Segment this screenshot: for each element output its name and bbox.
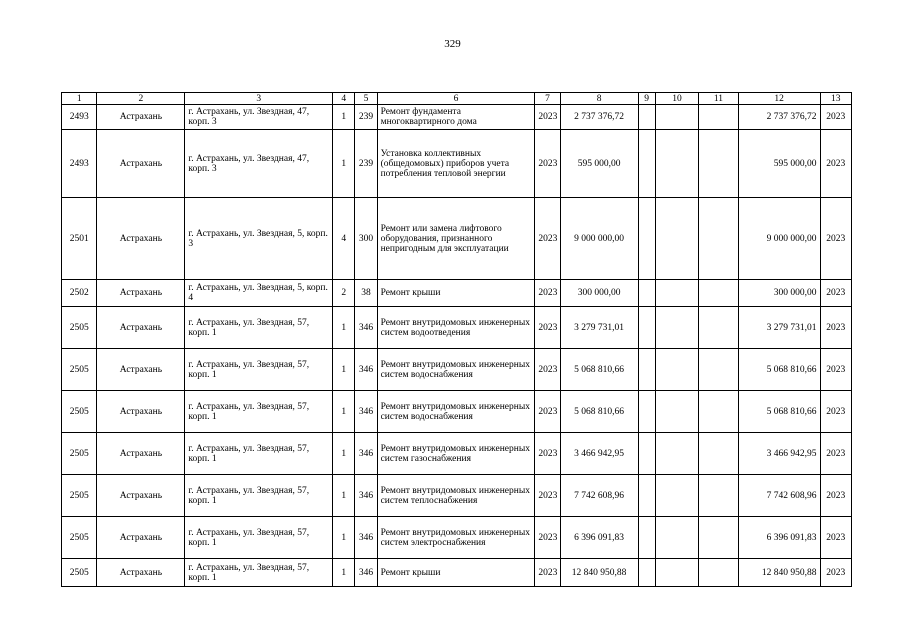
cell-col-10 [655, 280, 698, 307]
column-header: 13 [820, 93, 851, 105]
column-header: 3 [185, 93, 333, 105]
table-row [62, 198, 852, 280]
cell-record-number: 2505 [62, 307, 97, 349]
cell-city: Астрахань [97, 517, 185, 559]
cell-address: г. Астрахань, ул. Звездная, 5, корп. 4 [185, 280, 333, 307]
cell-col-13-year: 2023 [820, 475, 851, 517]
cell-address: г. Астрахань, ул. Звездная, 47, корп. 3 [185, 130, 333, 198]
cell-col-10 [655, 130, 698, 198]
cell-year: 2023 [535, 433, 560, 475]
cell-record-number: 2505 [62, 475, 97, 517]
cell-col-9 [638, 391, 655, 433]
cell-col-4: 1 [333, 105, 355, 130]
cell-record-number: 2505 [62, 349, 97, 391]
cell-col-5: 346 [355, 349, 377, 391]
cell-col-4: 1 [333, 559, 355, 587]
column-header: 5 [355, 93, 377, 105]
cell-city: Астрахань [97, 307, 185, 349]
cell-work-type: Ремонт внутридомовых инженерных систем водоснабжения [377, 349, 535, 391]
cell-record-number: 2493 [62, 130, 97, 198]
cell-col-11 [699, 280, 738, 307]
cell-col-10 [655, 105, 698, 130]
cell-total-amount: 2 737 376,72 [560, 105, 638, 130]
cell-col-12-amount: 12 840 950,88 [738, 559, 820, 587]
cell-col-9 [638, 105, 655, 130]
cell-col-9 [638, 198, 655, 280]
cell-col-12-amount: 3 466 942,95 [738, 433, 820, 475]
cell-col-11 [699, 475, 738, 517]
cell-col-4: 1 [333, 307, 355, 349]
column-header: 6 [377, 93, 535, 105]
cell-city: Астрахань [97, 391, 185, 433]
cell-address: г. Астрахань, ул. Звездная, 47, корп. 3 [185, 105, 333, 130]
cell-col-5: 346 [355, 475, 377, 517]
cell-total-amount: 5 068 810,66 [560, 391, 638, 433]
cell-col-12-amount: 9 000 000,00 [738, 198, 820, 280]
cell-record-number: 2505 [62, 559, 97, 587]
cell-col-10 [655, 349, 698, 391]
cell-year: 2023 [535, 130, 560, 198]
cell-total-amount: 3 466 942,95 [560, 433, 638, 475]
table-row [62, 280, 852, 307]
cell-col-9 [638, 349, 655, 391]
cell-col-5: 239 [355, 105, 377, 130]
cell-col-9 [638, 130, 655, 198]
cell-col-13-year: 2023 [820, 130, 851, 198]
cell-address: г. Астрахань, ул. Звездная, 57, корп. 1 [185, 517, 333, 559]
cell-total-amount: 5 068 810,66 [560, 349, 638, 391]
cell-city: Астрахань [97, 130, 185, 198]
cell-year: 2023 [535, 307, 560, 349]
cell-col-12-amount: 5 068 810,66 [738, 391, 820, 433]
cell-work-type: Ремонт внутридомовых инженерных систем водоотведения [377, 307, 535, 349]
cell-col-4: 1 [333, 517, 355, 559]
column-header: 10 [655, 93, 698, 105]
cell-city: Астрахань [97, 559, 185, 587]
cell-col-9 [638, 280, 655, 307]
cell-col-4: 2 [333, 280, 355, 307]
cell-city: Астрахань [97, 433, 185, 475]
cell-col-13-year: 2023 [820, 307, 851, 349]
column-header: 8 [560, 93, 638, 105]
cell-total-amount: 300 000,00 [560, 280, 638, 307]
table-row [62, 130, 852, 198]
column-header: 7 [535, 93, 560, 105]
cell-col-11 [699, 349, 738, 391]
cell-work-type: Ремонт или замена лифтового оборудования, признанного непригодным для эксплуатации [377, 198, 535, 280]
cell-city: Астрахань [97, 280, 185, 307]
cell-record-number: 2502 [62, 280, 97, 307]
cell-total-amount: 3 279 731,01 [560, 307, 638, 349]
cell-record-number: 2505 [62, 517, 97, 559]
cell-col-10 [655, 433, 698, 475]
cell-col-10 [655, 517, 698, 559]
table-header-row [62, 93, 852, 105]
cell-total-amount: 9 000 000,00 [560, 198, 638, 280]
cell-col-13-year: 2023 [820, 280, 851, 307]
cell-year: 2023 [535, 475, 560, 517]
cell-col-9 [638, 307, 655, 349]
cell-col-11 [699, 130, 738, 198]
cell-total-amount: 6 396 091,83 [560, 517, 638, 559]
cell-col-10 [655, 307, 698, 349]
cell-total-amount: 595 000,00 [560, 130, 638, 198]
cell-col-11 [699, 391, 738, 433]
cell-work-type: Ремонт внутридомовых инженерных систем газоснабжения [377, 433, 535, 475]
cell-col-5: 239 [355, 130, 377, 198]
column-header: 1 [62, 93, 97, 105]
cell-col-9 [638, 559, 655, 587]
cell-col-13-year: 2023 [820, 433, 851, 475]
cell-address: г. Астрахань, ул. Звездная, 57, корп. 1 [185, 391, 333, 433]
cell-record-number: 2505 [62, 433, 97, 475]
cell-address: г. Астрахань, ул. Звездная, 57, корп. 1 [185, 349, 333, 391]
cell-city: Астрахань [97, 105, 185, 130]
table-row [62, 559, 852, 587]
cell-col-9 [638, 517, 655, 559]
cell-col-10 [655, 198, 698, 280]
cell-col-12-amount: 3 279 731,01 [738, 307, 820, 349]
cell-col-5: 38 [355, 280, 377, 307]
cell-col-11 [699, 307, 738, 349]
cell-col-13-year: 2023 [820, 517, 851, 559]
cell-col-4: 1 [333, 130, 355, 198]
cell-col-9 [638, 475, 655, 517]
cell-col-5: 346 [355, 433, 377, 475]
cell-col-5: 346 [355, 559, 377, 587]
cell-col-11 [699, 433, 738, 475]
cell-record-number: 2501 [62, 198, 97, 280]
cell-col-13-year: 2023 [820, 105, 851, 130]
cell-col-4: 1 [333, 349, 355, 391]
cell-col-5: 346 [355, 391, 377, 433]
cell-total-amount: 7 742 608,96 [560, 475, 638, 517]
cell-address: г. Астрахань, ул. Звездная, 5, корп. 3 [185, 198, 333, 280]
cell-col-4: 1 [333, 433, 355, 475]
cell-col-12-amount: 595 000,00 [738, 130, 820, 198]
cell-city: Астрахань [97, 475, 185, 517]
cell-year: 2023 [535, 105, 560, 130]
cell-city: Астрахань [97, 349, 185, 391]
page-number: 329 [444, 38, 461, 50]
cell-col-12-amount: 2 737 376,72 [738, 105, 820, 130]
cell-col-4: 1 [333, 391, 355, 433]
cell-city: Астрахань [97, 198, 185, 280]
cell-address: г. Астрахань, ул. Звездная, 57, корп. 1 [185, 433, 333, 475]
cell-col-5: 346 [355, 307, 377, 349]
cell-work-type: Ремонт фундамента многоквартирного дома [377, 105, 535, 130]
table-row [62, 475, 852, 517]
cell-col-5: 300 [355, 198, 377, 280]
cell-year: 2023 [535, 349, 560, 391]
cell-col-11 [699, 517, 738, 559]
cell-col-13-year: 2023 [820, 349, 851, 391]
table-row [62, 105, 852, 130]
cell-col-5: 346 [355, 517, 377, 559]
cell-year: 2023 [535, 391, 560, 433]
cell-col-12-amount: 300 000,00 [738, 280, 820, 307]
cell-col-10 [655, 391, 698, 433]
cell-col-12-amount: 6 396 091,83 [738, 517, 820, 559]
cell-work-type: Ремонт крыши [377, 280, 535, 307]
table-body [62, 93, 852, 587]
cell-year: 2023 [535, 517, 560, 559]
column-header: 12 [738, 93, 820, 105]
table-row [62, 307, 852, 349]
cell-col-12-amount: 5 068 810,66 [738, 349, 820, 391]
cell-col-9 [638, 433, 655, 475]
table-row [62, 391, 852, 433]
cell-col-11 [699, 105, 738, 130]
cell-work-type: Ремонт внутридомовых инженерных систем электроснабжения [377, 517, 535, 559]
cell-record-number: 2493 [62, 105, 97, 130]
cell-col-12-amount: 7 742 608,96 [738, 475, 820, 517]
cell-total-amount: 12 840 950,88 [560, 559, 638, 587]
cell-col-11 [699, 559, 738, 587]
cell-col-4: 1 [333, 475, 355, 517]
cell-address: г. Астрахань, ул. Звездная, 57, корп. 1 [185, 475, 333, 517]
cell-col-13-year: 2023 [820, 559, 851, 587]
column-header: 9 [638, 93, 655, 105]
cell-work-type: Ремонт внутридомовых инженерных систем водоснабжения [377, 391, 535, 433]
cell-year: 2023 [535, 198, 560, 280]
cell-year: 2023 [535, 280, 560, 307]
cell-col-4: 4 [333, 198, 355, 280]
table-row [62, 433, 852, 475]
column-header: 4 [333, 93, 355, 105]
cell-address: г. Астрахань, ул. Звездная, 57, корп. 1 [185, 559, 333, 587]
cell-year: 2023 [535, 559, 560, 587]
table-row [62, 349, 852, 391]
cell-work-type: Ремонт крыши [377, 559, 535, 587]
column-header: 2 [97, 93, 185, 105]
cell-record-number: 2505 [62, 391, 97, 433]
cell-work-type: Ремонт внутридомовых инженерных систем теплоснабжения [377, 475, 535, 517]
cell-work-type: Установка коллективных (общедомовых) приборов учета потребления тепловой энергии [377, 130, 535, 198]
cell-address: г. Астрахань, ул. Звездная, 57, корп. 1 [185, 307, 333, 349]
cell-col-10 [655, 559, 698, 587]
column-header: 11 [699, 93, 738, 105]
cell-col-10 [655, 475, 698, 517]
cell-col-13-year: 2023 [820, 198, 851, 280]
table-row [62, 517, 852, 559]
cell-col-11 [699, 198, 738, 280]
repair-schedule-table [61, 92, 852, 587]
cell-col-13-year: 2023 [820, 391, 851, 433]
